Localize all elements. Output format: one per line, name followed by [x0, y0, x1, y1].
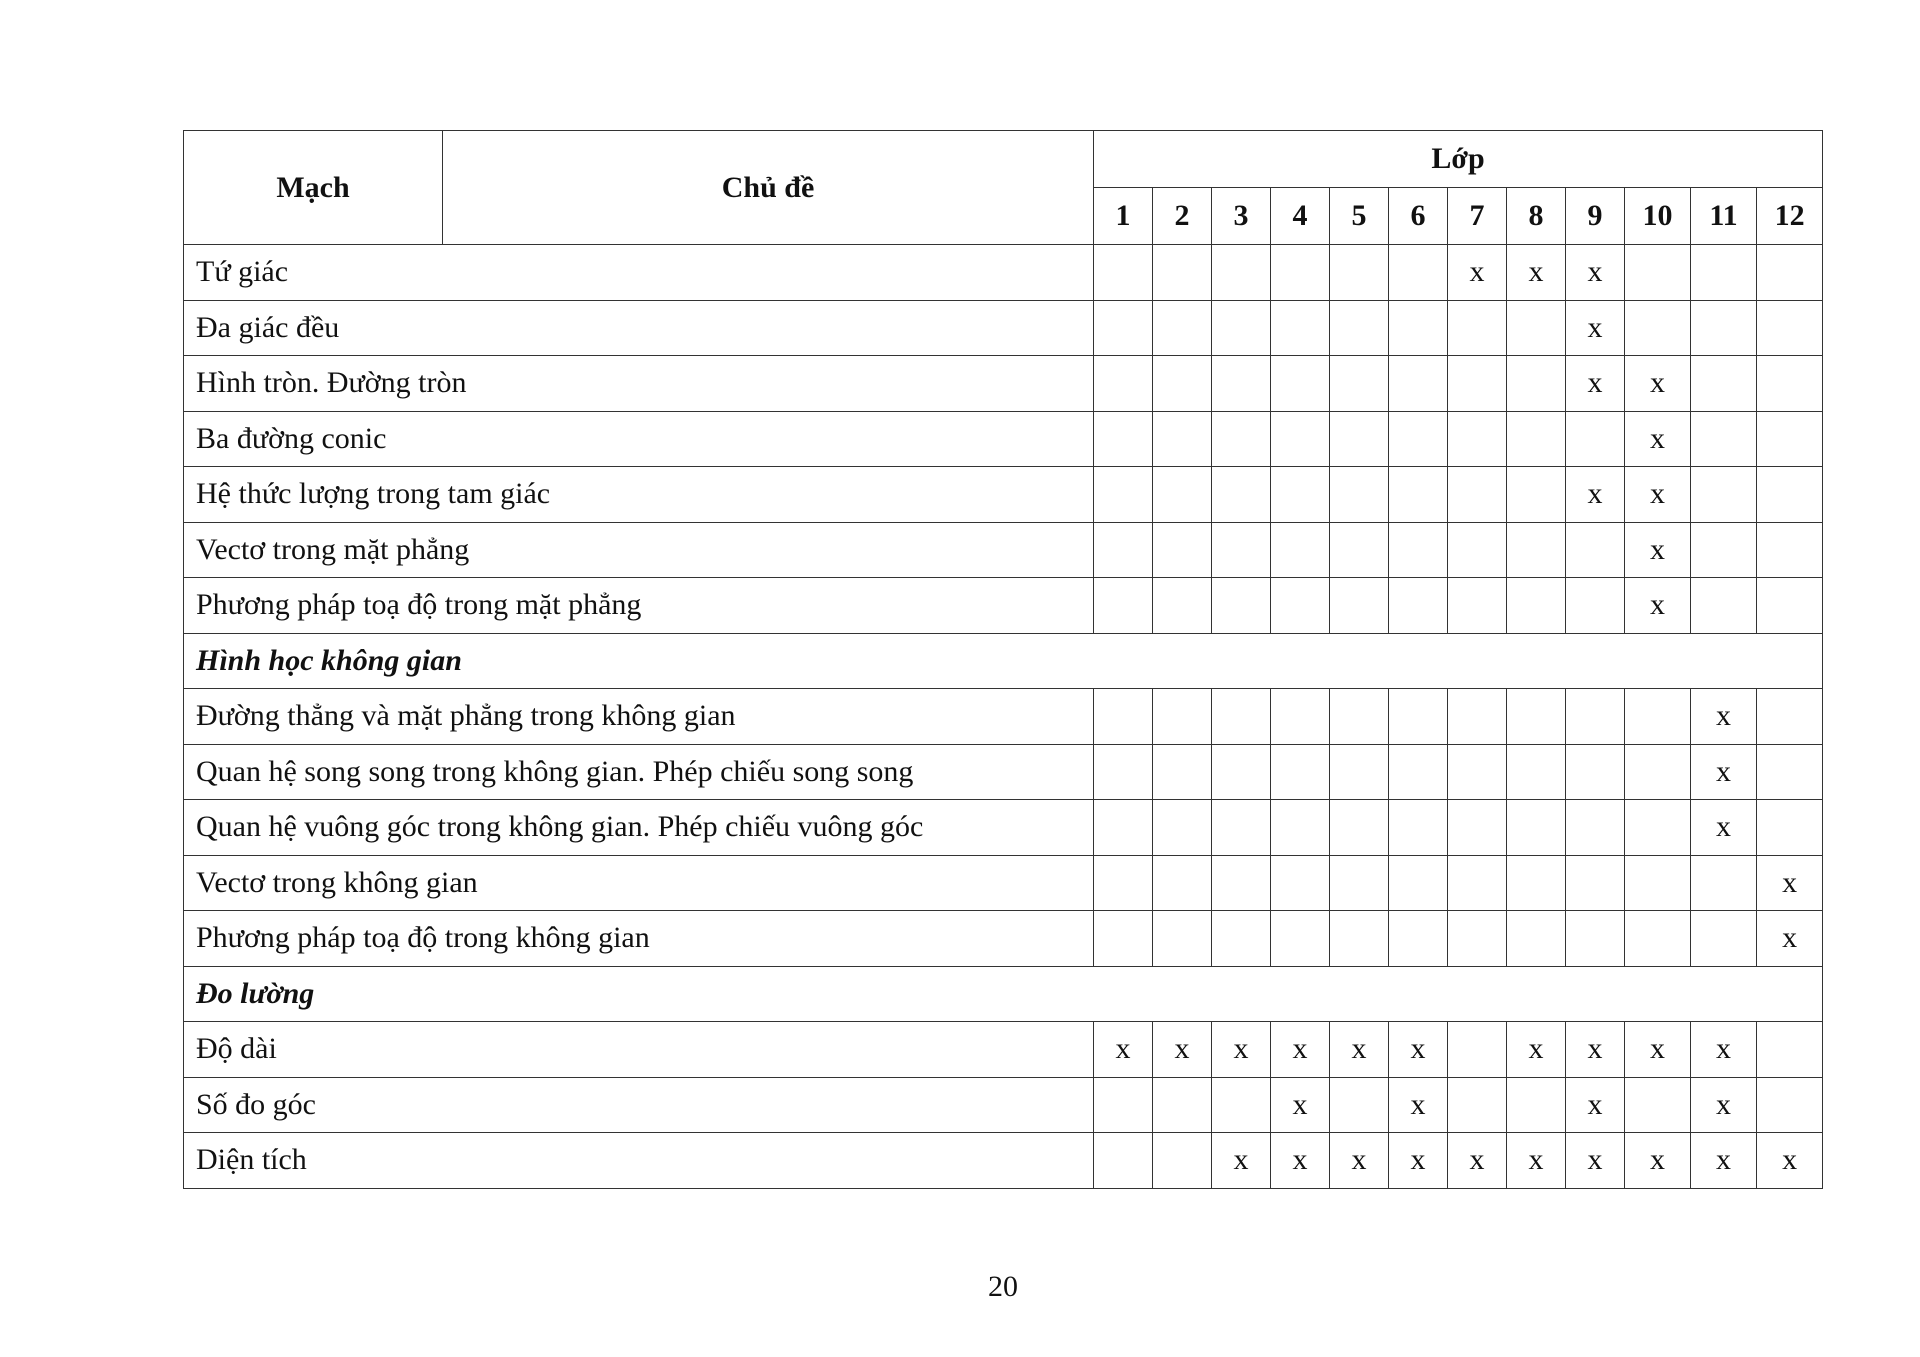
grade-header-3: 3	[1212, 188, 1271, 245]
grade-mark-cell: x	[1507, 1022, 1566, 1078]
grade-mark-cell	[1507, 356, 1566, 412]
grade-header-7: 7	[1448, 188, 1507, 245]
grade-mark-cell	[1271, 689, 1330, 745]
grade-mark-cell	[1389, 578, 1448, 634]
table-row	[184, 578, 1823, 634]
header-mach: Mạch	[184, 131, 443, 245]
table-row	[184, 300, 1823, 356]
grade-mark-cell	[1757, 356, 1823, 412]
grade-mark-cell	[1389, 356, 1448, 412]
grade-mark-cell	[1507, 800, 1566, 856]
grade-mark-cell	[1507, 744, 1566, 800]
section-label: Đo lường	[184, 966, 1823, 1022]
table-row	[184, 744, 1823, 800]
grade-mark-cell	[1757, 578, 1823, 634]
grade-mark-cell	[1212, 578, 1271, 634]
grade-mark-cell	[1389, 245, 1448, 301]
grade-mark-cell	[1566, 800, 1625, 856]
table-row	[184, 1077, 1823, 1133]
grade-header-8: 8	[1507, 188, 1566, 245]
grade-mark-cell: x	[1691, 1133, 1757, 1189]
grade-mark-cell	[1389, 855, 1448, 911]
grade-mark-cell: x	[1566, 1077, 1625, 1133]
grade-mark-cell	[1691, 578, 1757, 634]
grade-mark-cell	[1566, 578, 1625, 634]
grade-mark-cell	[1153, 300, 1212, 356]
grade-mark-cell	[1448, 411, 1507, 467]
table-header	[184, 131, 1823, 245]
grade-mark-cell	[1330, 300, 1389, 356]
grade-header-4: 4	[1271, 188, 1330, 245]
topic-label: Hình tròn. Đường tròn	[184, 356, 1094, 412]
grade-mark-cell	[1212, 744, 1271, 800]
grade-mark-cell	[1448, 522, 1507, 578]
grade-mark-cell	[1691, 411, 1757, 467]
grade-mark-cell: x	[1271, 1077, 1330, 1133]
grade-mark-cell	[1757, 300, 1823, 356]
table-row	[184, 800, 1823, 856]
grade-mark-cell: x	[1330, 1133, 1389, 1189]
grade-mark-cell	[1448, 855, 1507, 911]
grade-mark-cell: x	[1330, 1022, 1389, 1078]
topic-label: Độ dài	[184, 1022, 1094, 1078]
grade-mark-cell: x	[1212, 1133, 1271, 1189]
grade-mark-cell	[1094, 911, 1153, 967]
grade-mark-cell	[1153, 1133, 1212, 1189]
grade-mark-cell: x	[1271, 1133, 1330, 1189]
grade-mark-cell	[1691, 911, 1757, 967]
grade-mark-cell	[1153, 1077, 1212, 1133]
grade-mark-cell	[1448, 689, 1507, 745]
grade-header-1: 1	[1094, 188, 1153, 245]
grade-mark-cell	[1757, 689, 1823, 745]
grade-mark-cell	[1212, 1077, 1271, 1133]
grade-mark-cell: x	[1212, 1022, 1271, 1078]
grade-mark-cell	[1691, 467, 1757, 523]
grade-mark-cell	[1507, 411, 1566, 467]
grade-mark-cell	[1507, 467, 1566, 523]
grade-mark-cell: x	[1448, 1133, 1507, 1189]
grade-mark-cell	[1448, 467, 1507, 523]
grade-mark-cell	[1212, 245, 1271, 301]
grade-mark-cell	[1212, 356, 1271, 412]
table-body	[184, 245, 1823, 1189]
grade-header-2: 2	[1153, 188, 1212, 245]
grade-mark-cell	[1507, 911, 1566, 967]
grade-mark-cell	[1094, 522, 1153, 578]
grade-mark-cell	[1212, 411, 1271, 467]
grade-header-9: 9	[1566, 188, 1625, 245]
grade-mark-cell: x	[1625, 356, 1691, 412]
grade-mark-cell	[1212, 467, 1271, 523]
grade-mark-cell	[1271, 744, 1330, 800]
grade-mark-cell: x	[1271, 1022, 1330, 1078]
grade-mark-cell	[1271, 356, 1330, 412]
grade-mark-cell	[1757, 467, 1823, 523]
grade-header-12: 12	[1757, 188, 1823, 245]
grade-header-11: 11	[1691, 188, 1757, 245]
grade-mark-cell	[1691, 522, 1757, 578]
grade-mark-cell: x	[1625, 1022, 1691, 1078]
grade-mark-cell	[1507, 300, 1566, 356]
grade-mark-cell: x	[1757, 911, 1823, 967]
grade-mark-cell	[1757, 800, 1823, 856]
grade-mark-cell	[1625, 800, 1691, 856]
grade-mark-cell	[1757, 411, 1823, 467]
grade-mark-cell: x	[1389, 1077, 1448, 1133]
section-label: Hình học không gian	[184, 633, 1823, 689]
grade-mark-cell: x	[1625, 578, 1691, 634]
grade-mark-cell	[1691, 300, 1757, 356]
grade-mark-cell	[1153, 356, 1212, 412]
topic-label: Vectơ trong mặt phẳng	[184, 522, 1094, 578]
grade-mark-cell	[1389, 744, 1448, 800]
grade-mark-cell	[1691, 855, 1757, 911]
grade-mark-cell	[1566, 522, 1625, 578]
grade-mark-cell	[1566, 411, 1625, 467]
grade-mark-cell: x	[1757, 855, 1823, 911]
grade-mark-cell: x	[1566, 356, 1625, 412]
grade-mark-cell	[1625, 1077, 1691, 1133]
grade-mark-cell	[1271, 855, 1330, 911]
grade-mark-cell	[1625, 744, 1691, 800]
grade-mark-cell	[1389, 467, 1448, 523]
table-row	[184, 855, 1823, 911]
grade-mark-cell	[1625, 245, 1691, 301]
table-row	[184, 522, 1823, 578]
topic-label: Quan hệ vuông góc trong không gian. Phép chiếu vuông góc	[184, 800, 1094, 856]
grade-mark-cell	[1757, 522, 1823, 578]
grade-mark-cell	[1330, 689, 1389, 745]
grade-mark-cell	[1094, 1133, 1153, 1189]
grade-mark-cell	[1330, 855, 1389, 911]
grade-mark-cell	[1389, 800, 1448, 856]
grade-mark-cell	[1153, 522, 1212, 578]
grade-mark-cell: x	[1448, 245, 1507, 301]
table-row	[184, 1022, 1823, 1078]
topic-label: Số đo góc	[184, 1077, 1094, 1133]
grade-mark-cell	[1448, 1077, 1507, 1133]
grade-mark-cell	[1271, 911, 1330, 967]
topic-label: Phương pháp toạ độ trong không gian	[184, 911, 1094, 967]
grade-mark-cell	[1212, 522, 1271, 578]
grade-mark-cell	[1212, 911, 1271, 967]
grade-mark-cell: x	[1389, 1133, 1448, 1189]
grade-mark-cell	[1330, 411, 1389, 467]
topic-label: Vectơ trong không gian	[184, 855, 1094, 911]
grade-mark-cell: x	[1691, 744, 1757, 800]
table-row	[184, 245, 1823, 301]
topic-label: Đường thẳng và mặt phẳng trong không gian	[184, 689, 1094, 745]
grade-mark-cell	[1153, 245, 1212, 301]
grade-mark-cell: x	[1153, 1022, 1212, 1078]
grade-mark-cell	[1153, 411, 1212, 467]
grade-mark-cell	[1212, 689, 1271, 745]
grade-mark-cell: x	[1691, 800, 1757, 856]
grade-mark-cell	[1330, 744, 1389, 800]
grade-mark-cell	[1507, 855, 1566, 911]
grade-mark-cell	[1566, 855, 1625, 911]
grade-mark-cell: x	[1566, 300, 1625, 356]
grade-mark-cell: x	[1389, 1022, 1448, 1078]
grade-mark-cell	[1153, 911, 1212, 967]
table-row	[184, 1133, 1823, 1189]
grade-mark-cell	[1448, 1022, 1507, 1078]
grade-mark-cell	[1094, 689, 1153, 745]
table-row	[184, 411, 1823, 467]
section-row	[184, 633, 1823, 689]
grade-mark-cell	[1389, 911, 1448, 967]
grade-mark-cell	[1271, 578, 1330, 634]
grade-mark-cell: x	[1691, 1022, 1757, 1078]
page-number: 20	[988, 1270, 1018, 1303]
header-chu-de: Chủ đề	[443, 131, 1094, 245]
grade-mark-cell	[1389, 522, 1448, 578]
grade-mark-cell	[1094, 1077, 1153, 1133]
grade-mark-cell	[1757, 1077, 1823, 1133]
grade-header-10: 10	[1625, 188, 1691, 245]
grade-mark-cell: x	[1566, 467, 1625, 523]
grade-mark-cell: x	[1507, 1133, 1566, 1189]
grade-mark-cell	[1212, 800, 1271, 856]
topic-label: Tứ giác	[184, 245, 1094, 301]
grade-mark-cell	[1507, 1077, 1566, 1133]
grade-mark-cell	[1330, 911, 1389, 967]
grade-mark-cell: x	[1625, 1133, 1691, 1189]
grade-mark-cell	[1153, 855, 1212, 911]
grade-mark-cell	[1271, 467, 1330, 523]
grade-header-5: 5	[1330, 188, 1389, 245]
grade-mark-cell: x	[1094, 1022, 1153, 1078]
grade-mark-cell	[1448, 578, 1507, 634]
grade-mark-cell	[1094, 578, 1153, 634]
table-row	[184, 467, 1823, 523]
grade-mark-cell	[1757, 744, 1823, 800]
grade-mark-cell: x	[1625, 411, 1691, 467]
table-row	[184, 689, 1823, 745]
grade-mark-cell	[1330, 800, 1389, 856]
grade-mark-cell	[1094, 245, 1153, 301]
grade-mark-cell	[1625, 911, 1691, 967]
grade-mark-cell	[1330, 522, 1389, 578]
grade-mark-cell	[1094, 300, 1153, 356]
grade-mark-cell	[1448, 744, 1507, 800]
grade-mark-cell	[1757, 245, 1823, 301]
grade-mark-cell: x	[1757, 1133, 1823, 1189]
grade-mark-cell: x	[1566, 1022, 1625, 1078]
grade-mark-cell	[1271, 800, 1330, 856]
topic-label: Quan hệ song song trong không gian. Phép chiếu song song	[184, 744, 1094, 800]
grade-mark-cell: x	[1507, 245, 1566, 301]
header-lop: Lớp	[1094, 131, 1823, 188]
topic-label: Đa giác đều	[184, 300, 1094, 356]
grade-mark-cell	[1212, 300, 1271, 356]
grade-mark-cell	[1094, 800, 1153, 856]
grade-mark-cell: x	[1691, 1077, 1757, 1133]
grade-mark-cell	[1448, 356, 1507, 412]
grade-mark-cell	[1507, 689, 1566, 745]
topic-label: Phương pháp toạ độ trong mặt phẳng	[184, 578, 1094, 634]
topic-label: Ba đường conic	[184, 411, 1094, 467]
grade-mark-cell	[1566, 911, 1625, 967]
grade-mark-cell	[1330, 578, 1389, 634]
grade-mark-cell	[1448, 300, 1507, 356]
grade-mark-cell	[1625, 689, 1691, 745]
curriculum-table	[183, 130, 1823, 1189]
grade-mark-cell	[1212, 855, 1271, 911]
grade-mark-cell	[1566, 744, 1625, 800]
grade-header-6: 6	[1389, 188, 1448, 245]
grade-mark-cell	[1507, 522, 1566, 578]
grade-mark-cell	[1094, 411, 1153, 467]
grade-mark-cell	[1271, 522, 1330, 578]
grade-mark-cell	[1153, 744, 1212, 800]
grade-mark-cell	[1330, 356, 1389, 412]
topic-label: Hệ thức lượng trong tam giác	[184, 467, 1094, 523]
grade-mark-cell	[1153, 578, 1212, 634]
grade-mark-cell	[1389, 411, 1448, 467]
grade-mark-cell: x	[1625, 522, 1691, 578]
grade-mark-cell	[1389, 689, 1448, 745]
grade-mark-cell	[1271, 411, 1330, 467]
grade-mark-cell	[1094, 356, 1153, 412]
grade-mark-cell	[1757, 1022, 1823, 1078]
grade-mark-cell	[1271, 300, 1330, 356]
grade-mark-cell	[1507, 578, 1566, 634]
grade-mark-cell	[1389, 300, 1448, 356]
grade-mark-cell	[1448, 800, 1507, 856]
grade-mark-cell	[1691, 245, 1757, 301]
grade-mark-cell	[1271, 245, 1330, 301]
grade-mark-cell	[1691, 356, 1757, 412]
grade-mark-cell: x	[1625, 467, 1691, 523]
table-row	[184, 911, 1823, 967]
grade-mark-cell	[1153, 800, 1212, 856]
grade-mark-cell	[1330, 1077, 1389, 1133]
grade-mark-cell	[1153, 467, 1212, 523]
grade-mark-cell	[1448, 911, 1507, 967]
grade-mark-cell	[1094, 467, 1153, 523]
grade-mark-cell	[1330, 245, 1389, 301]
table-row	[184, 356, 1823, 412]
grade-mark-cell	[1625, 300, 1691, 356]
grade-mark-cell	[1153, 689, 1212, 745]
section-row	[184, 966, 1823, 1022]
grade-mark-cell	[1330, 467, 1389, 523]
grade-mark-cell	[1094, 855, 1153, 911]
grade-mark-cell: x	[1566, 1133, 1625, 1189]
grade-mark-cell	[1094, 744, 1153, 800]
grade-mark-cell: x	[1566, 245, 1625, 301]
grade-mark-cell	[1566, 689, 1625, 745]
grade-mark-cell	[1625, 855, 1691, 911]
topic-label: Diện tích	[184, 1133, 1094, 1189]
grade-mark-cell: x	[1691, 689, 1757, 745]
